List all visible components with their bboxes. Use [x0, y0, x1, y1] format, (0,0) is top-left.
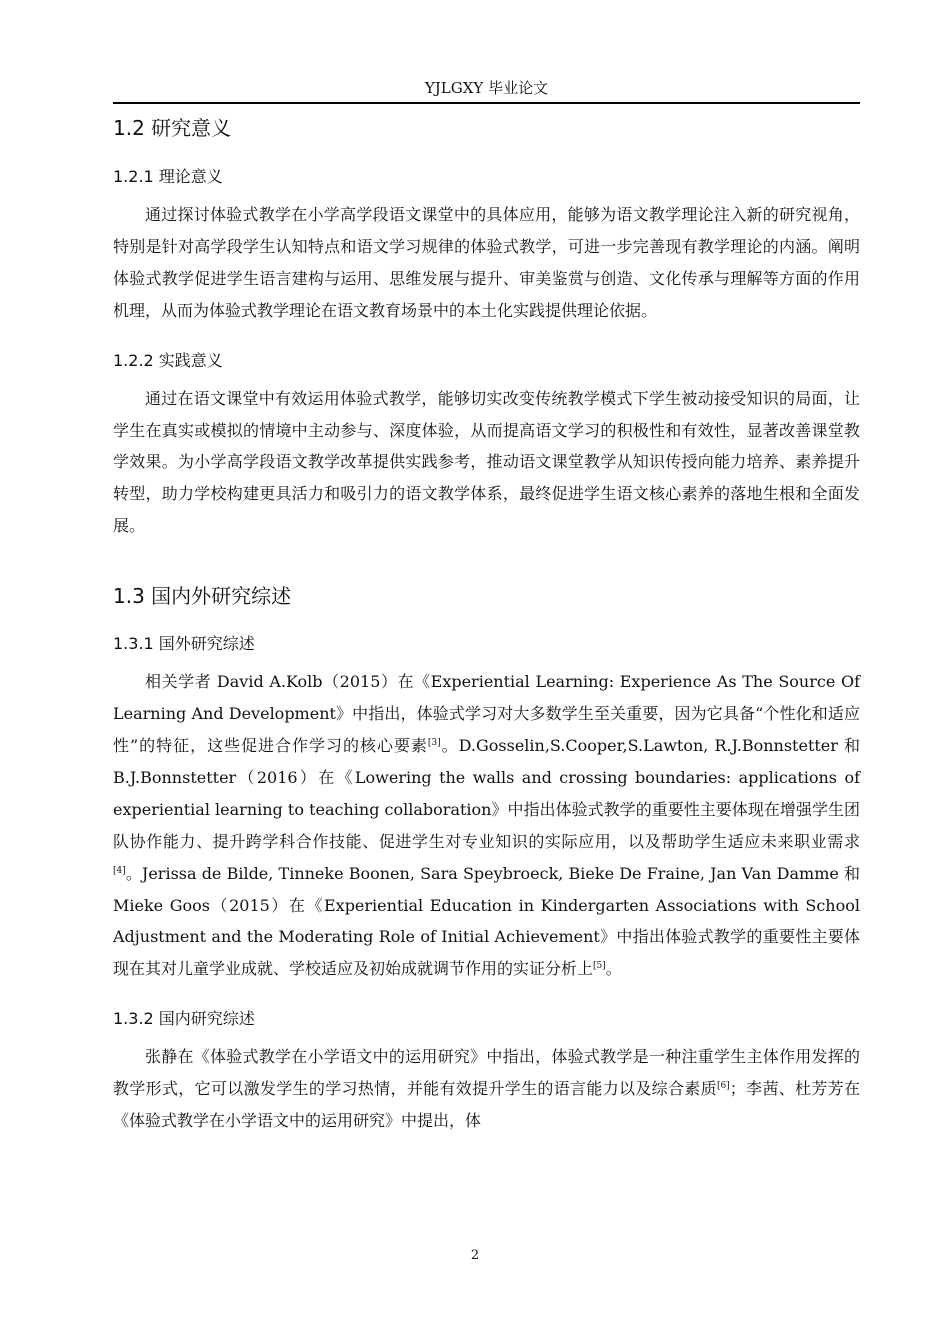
page-number: 2 [470, 1248, 480, 1263]
subsection-heading-1-3-1: 1.3.1 国外研究综述 [113, 634, 255, 654]
paragraph-domestic-review [113, 1041, 860, 1137]
paragraph-practice-significance: 通过在语文课堂中有效运用体验式教学，能够切实改变传统教学模式下学生被动接受知识的局面，让学生在真实或模拟的情境中主动参与、深度体验，从而提高语文学习的积极性和有效性，显著改善课堂教学效果。为小学高学段语文教学改革提供实践参考，推动语文课堂教学从知识传授向能力培养、素养提升转型，助力学校构建更具活力和吸引力的语文教学体系，最终促进学生语文核心素养的落地生根和全面发展。 [113, 388, 860, 536]
paragraph-theory-significance: 通过探讨体验式教学在小学高学段语文课堂中的具体应用，能够为语文教学理论注入新的研究视角，特别是针对高学段学生认知特点和语文学习规律的体验式教学，可进一步完善现有教学理论的内涵。阐明体验式教学促进学生语言建构与运用、思维发展与提升、审美鉴赏与创造、文化传承与理解等方面的作用机理，从而为体验式教学理论在语文教育场景中的本土化实践提供理论依据。 [113, 205, 860, 320]
citation-ref: [3] [427, 737, 441, 748]
subsection-heading-1-3-2: 1.3.2 国内研究综述 [113, 1009, 255, 1029]
header-title: YJLGXY 毕业论文 [424, 79, 549, 97]
section-heading-1-3: 1.3 国内外研究综述 [113, 584, 292, 609]
section-1-3 [113, 582, 860, 1137]
citation-ref: [4] [113, 865, 126, 876]
paragraph-foreign-review [113, 666, 860, 985]
text-run: 。 [605, 959, 622, 979]
section-heading-1-2: 1.2 研究意义 [113, 116, 232, 140]
citation-ref: [6] [716, 1081, 730, 1092]
text-run: 。D.Gosselin,S.Cooper,S.Lawton, R.J.Bonnstetter 和 B.J.Bonnstetter（2016）在《Lowering the walls and crossing boundaries: applications of experiential learning to teaching collaboration》中指出体验式教学的重要性主要体现在增强学生团队协作能力、提升跨学科合作技能、促进学生对专业知识的实际应用，以及帮助学生适应未来职业需求 [113, 735, 860, 851]
section-1-2 [113, 114, 860, 542]
subsection-heading-1-2-2: 1.2.2 实践意义 [113, 350, 223, 370]
page-footer [0, 1248, 950, 1263]
text-run: 相关学者 David A.Kolb（2015）在《Experiential Learning: Experience As The Source Of Learning And Development》中指出，体验式学习对大多数学生至关重要，因为它具备“个性化和适应性”的特征，这些促进合作学习的核心要素 [113, 672, 860, 755]
text-run: 张静在《体验式教学在小学语文中的运用研究》中指出，体验式教学是一种注重学生主体作用发挥的教学形式，它可以激发学生的学习热情，并能有效提升学生的语言能力以及综合素质 [113, 1047, 860, 1099]
text-run: 。Jerissa de Bilde, Tinneke Boonen, Sara Speybroeck, Bieke De Fraine, Jan Van Damme 和 Mieke Goos（2015）在《Experiential Education in Kindergarten Associations with School Adjustment and the Moderating Role of Initial Achievement》中指出体验式教学的重要性主要体现在其对儿童学业成就、学校适应及初始成就调节作用的实证分析上 [113, 863, 861, 979]
subsection-heading-1-2-1: 1.2.1 理论意义 [113, 167, 223, 186]
page-body [113, 108, 860, 1137]
page-header [113, 74, 860, 104]
text-run: ；李茜、杜芳芳在《体验式教学在小学语文中的运用研究》中提出，体 [113, 1079, 860, 1131]
citation-ref: [5] [593, 961, 606, 972]
